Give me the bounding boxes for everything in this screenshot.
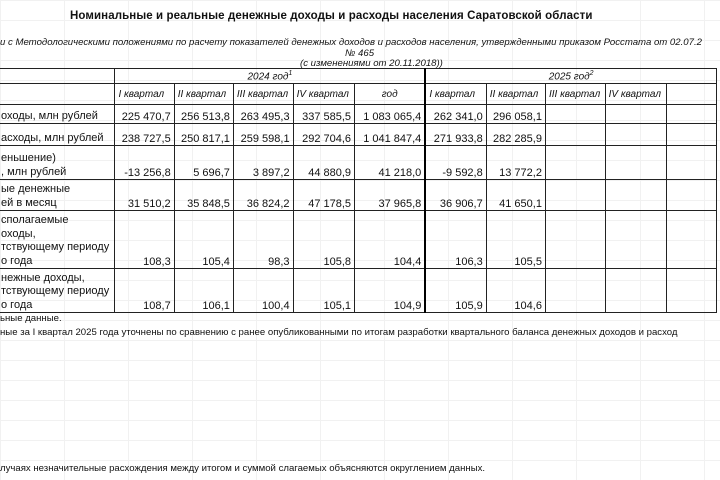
value-cell: 106,3 (425, 211, 486, 269)
subtitle-order-number: № 465 (345, 48, 375, 59)
value-cell: 36 906,7 (425, 180, 486, 211)
value-cell (605, 211, 666, 269)
value-cell (545, 105, 605, 124)
value-cell: 31 510,2 (115, 180, 174, 211)
value-cell: 3 897,2 (233, 146, 293, 180)
value-cell: 35 848,5 (174, 180, 233, 211)
subtitle-amendment: (с изменениями от 20.11.2018)) (300, 58, 443, 69)
value-cell: 292 704,6 (293, 124, 354, 146)
table-row (0, 180, 717, 211)
value-cell: 105,9 (425, 269, 486, 313)
value-cell: 337 585,5 (293, 105, 354, 124)
value-cell: 36 824,2 (233, 180, 293, 211)
value-cell: 1 041 847,4 (355, 124, 426, 146)
value-cell: 282 285,9 (486, 124, 545, 146)
table-row (0, 124, 717, 146)
value-cell: 104,4 (355, 211, 426, 269)
quarter-header: III квартал (545, 84, 605, 105)
value-cell: 225 470,7 (115, 105, 174, 124)
value-cell: 104,6 (486, 269, 545, 313)
value-cell: 105,4 (174, 211, 233, 269)
value-cell: 238 727,5 (115, 124, 174, 146)
value-cell (545, 124, 605, 146)
table-row (0, 211, 717, 269)
value-cell (605, 146, 666, 180)
value-cell: 5 696,7 (174, 146, 233, 180)
footnote-revised: ные за I квартал 2025 года уточнены по сравнению с ранее опубликованными по итогам разработки квартального баланса денежных доходов и расход (0, 327, 678, 338)
table-row (0, 146, 717, 180)
value-cell: 44 880,9 (293, 146, 354, 180)
quarter-header: IV квартал (293, 84, 354, 105)
value-cell: 37 965,8 (355, 180, 426, 211)
value-cell (545, 269, 605, 313)
value-cell (605, 269, 666, 313)
quarter-header: II квартал (486, 84, 545, 105)
year-header-2024: 2024 год$^1$ (115, 69, 425, 84)
value-cell (545, 180, 605, 211)
value-cell: 106,1 (174, 269, 233, 313)
value-cell: 100,4 (233, 269, 293, 313)
value-cell: 1 083 065,4 (355, 105, 426, 124)
quarter-header: III квартал (233, 84, 293, 105)
value-cell: 98,3 (233, 211, 293, 269)
value-cell: 41 650,1 (486, 180, 545, 211)
value-cell: 105,1 (293, 269, 354, 313)
value-cell (605, 124, 666, 146)
value-cell (605, 180, 666, 211)
value-cell: 104,9 (355, 269, 426, 313)
row-label: асходы, млн рублей (0, 124, 115, 146)
footnote-preliminary: ьные данные. (0, 313, 62, 324)
row-label: сполагаемые оходы, тствующему периоду о года (0, 211, 115, 269)
table-row (0, 269, 717, 313)
page-title: Номинальные и реальные денежные доходы и расходы населения Саратовской области (70, 10, 593, 22)
value-cell: 105,5 (486, 211, 545, 269)
value-cell (545, 146, 605, 180)
footnote-rounding: лучаях незначительные расхождения между итогом и суммой слагаемых объясняются округлением данных. (0, 463, 486, 474)
row-label: ые денежные ей в месяц (0, 180, 115, 211)
quarter-header: I квартал (425, 84, 486, 105)
quarter-header: II квартал (174, 84, 233, 105)
row-label: нежные доходы, тствующему периоду о года (0, 269, 115, 313)
value-cell (545, 211, 605, 269)
value-cell: 13 772,2 (486, 146, 545, 180)
table-row (0, 105, 717, 124)
subtitle-methodology: и с Методологическими положениями по расчету показателей денежных доходов и расходов населения, утвержденными приказом Росстата от 02.07.2 (0, 37, 702, 48)
value-cell: -13 256,8 (115, 146, 174, 180)
row-label: оходы, млн рублей (0, 105, 115, 124)
quarter-header: I квартал (115, 84, 174, 105)
value-cell: 105,8 (293, 211, 354, 269)
income-expense-table (0, 68, 717, 313)
quarter-header: IV квартал (605, 84, 666, 105)
value-cell: 263 495,3 (233, 105, 293, 124)
year-header-2025: 2025 год$^2$ (425, 69, 716, 84)
row-label: еньшение) , млн рублей (0, 146, 115, 180)
value-cell: 271 933,8 (425, 124, 486, 146)
quarter-header-row (0, 84, 717, 105)
value-cell: 259 598,1 (233, 124, 293, 146)
value-cell (605, 105, 666, 124)
value-cell: 250 817,1 (174, 124, 233, 146)
value-cell: 108,7 (115, 269, 174, 313)
value-cell: 41 218,0 (355, 146, 426, 180)
value-cell: -9 592,8 (425, 146, 486, 180)
year-total-header: год (355, 84, 426, 105)
value-cell: 108,3 (115, 211, 174, 269)
value-cell: 256 513,8 (174, 105, 233, 124)
value-cell: 47 178,5 (293, 180, 354, 211)
value-cell: 262 341,0 (425, 105, 486, 124)
header-empty-cell (0, 69, 115, 84)
value-cell: 296 058,1 (486, 105, 545, 124)
